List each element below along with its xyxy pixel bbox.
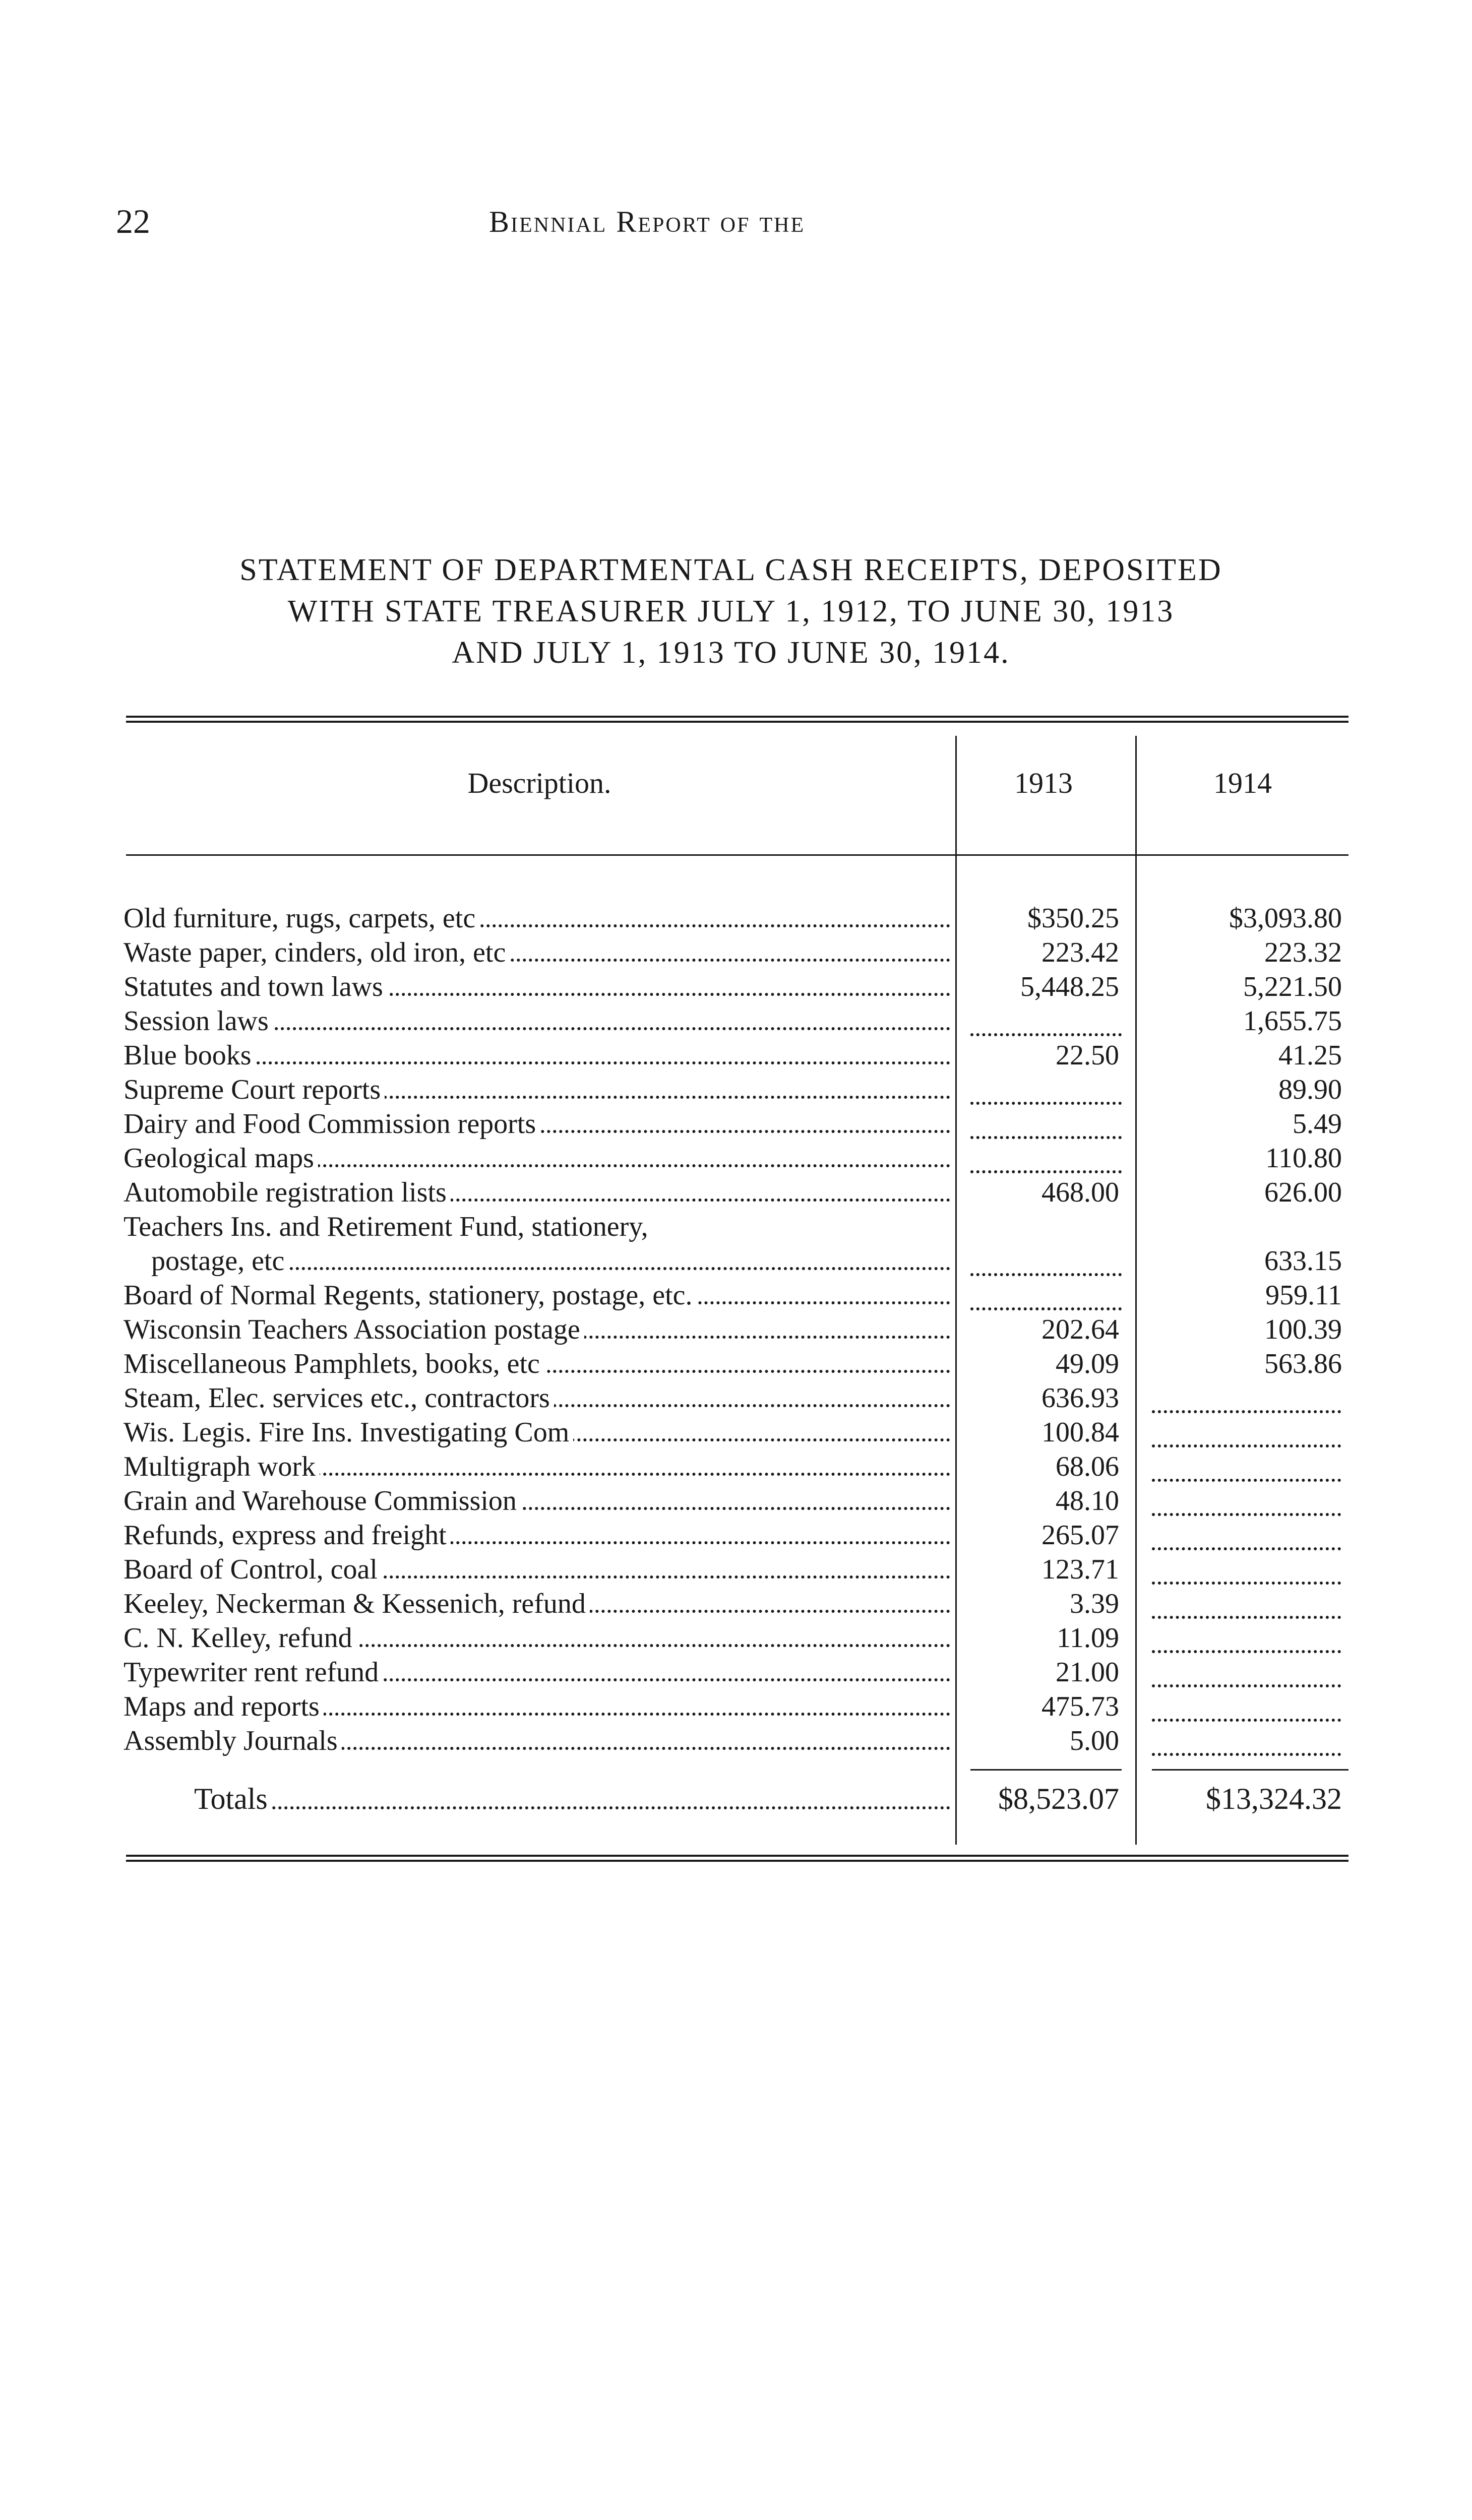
table-row <box>0 1622 1472 1656</box>
table-row <box>0 1690 1472 1725</box>
totals-label-cell <box>194 1782 950 1816</box>
table-row <box>0 971 1472 1005</box>
description-cell <box>124 1519 950 1551</box>
description-cell <box>124 1142 950 1174</box>
description-label: Teachers Ins. and Retirement Fund, stationery, <box>124 1211 652 1242</box>
description-label: Board of Control, coal <box>124 1554 382 1585</box>
value-1913: 68.06 <box>1056 1451 1119 1482</box>
totals-row <box>0 1782 1472 1817</box>
description-label: Miscellaneous Pamphlets, books, etc <box>124 1348 544 1379</box>
title-line-2: WITH STATE TREASURER JULY 1, 1912, TO JUNE 30, 1913 <box>287 594 1175 628</box>
totals-value-1914: $13,324.32 <box>1206 1782 1342 1815</box>
value-1913: 123.71 <box>1041 1554 1119 1585</box>
description-label: Session laws <box>124 1005 273 1037</box>
description-cell <box>124 1690 950 1723</box>
value-1914: 626.00 <box>1264 1177 1342 1208</box>
table-row <box>0 1451 1472 1485</box>
value-1914: 89.90 <box>1278 1074 1342 1105</box>
empty-cell-dot-leader <box>1152 1714 1341 1722</box>
value-1914: 5.49 <box>1293 1108 1342 1140</box>
empty-cell-dot-leader <box>1152 1508 1341 1516</box>
description-cell <box>124 1074 950 1106</box>
totals-rule-1914 <box>1152 1769 1348 1771</box>
description-label: Dairy and Food Commission reports <box>124 1108 540 1140</box>
table-row <box>0 1313 1472 1348</box>
table-row <box>0 1039 1472 1074</box>
title-line-1: STATEMENT OF DEPARTMENTAL CASH RECEIPTS, DEPOSITED <box>239 553 1222 587</box>
table-row <box>0 1176 1472 1211</box>
empty-cell-dot-leader <box>970 1268 1122 1276</box>
table-row <box>0 1588 1472 1622</box>
table-row <box>0 1142 1472 1176</box>
table-top-rule <box>126 716 1348 723</box>
description-cell <box>151 1245 950 1277</box>
empty-cell-dot-leader <box>1152 1474 1341 1482</box>
table-row <box>0 1519 1472 1553</box>
description-label: Grain and Warehouse Commission <box>124 1485 521 1517</box>
table-row <box>0 1245 1472 1279</box>
empty-cell-dot-leader <box>1152 1405 1341 1413</box>
table-row <box>0 936 1472 971</box>
table-bottom-rule <box>126 1855 1348 1862</box>
description-cell <box>124 1451 950 1483</box>
table-row <box>0 1348 1472 1382</box>
value-1914: 223.32 <box>1264 937 1342 968</box>
totals-rule-1913 <box>970 1769 1122 1771</box>
description-label: Assembly Journals <box>124 1725 342 1756</box>
value-1914: 1,655.75 <box>1243 1005 1342 1037</box>
table-row <box>0 1416 1472 1451</box>
column-header-description: Description. <box>467 767 611 799</box>
description-label: postage, etc <box>151 1245 288 1277</box>
value-1914: $3,093.80 <box>1229 903 1342 934</box>
description-cell <box>124 1176 950 1209</box>
table-row <box>0 1108 1472 1142</box>
description-cell <box>124 1348 950 1380</box>
value-1913: 5.00 <box>1070 1725 1119 1756</box>
description-cell <box>124 1725 950 1757</box>
empty-cell-dot-leader <box>1152 1679 1341 1687</box>
description-cell <box>124 1279 950 1311</box>
table-row <box>0 1656 1472 1690</box>
empty-cell-dot-leader <box>970 1165 1122 1173</box>
running-head: Biennial Report of the <box>489 205 806 238</box>
page-header <box>116 202 1346 262</box>
description-cell <box>124 1553 950 1586</box>
description-label: Wisconsin Teachers Association postage <box>124 1314 584 1345</box>
value-1914: 563.86 <box>1264 1348 1342 1379</box>
value-1913: 223.42 <box>1041 937 1119 968</box>
value-1913: 48.10 <box>1056 1485 1119 1517</box>
description-cell <box>124 1039 950 1072</box>
description-label: Keeley, Neckerman & Kessenich, refund <box>124 1588 590 1619</box>
empty-cell-dot-leader <box>970 1302 1122 1310</box>
description-label: C. N. Kelley, refund <box>124 1622 356 1654</box>
statement-title <box>116 549 1346 673</box>
table-row <box>0 1553 1472 1588</box>
value-1914: 959.11 <box>1265 1280 1342 1311</box>
value-1913: 100.84 <box>1041 1417 1119 1448</box>
empty-cell-dot-leader <box>1152 1645 1341 1653</box>
column-header-1913: 1913 <box>1014 767 1073 799</box>
description-cell <box>124 902 950 934</box>
table-row <box>0 1725 1472 1759</box>
value-1913: 21.00 <box>1056 1657 1119 1688</box>
description-cell <box>124 936 950 969</box>
table-row <box>0 1382 1472 1416</box>
value-1913: 475.73 <box>1041 1691 1119 1722</box>
description-label: Statutes and town laws <box>124 971 387 1002</box>
description-label: Blue books <box>124 1040 256 1071</box>
empty-cell-dot-leader <box>1152 1577 1341 1585</box>
page-number: 22 <box>116 202 150 240</box>
empty-cell-dot-leader <box>970 1131 1122 1139</box>
column-header-1914: 1914 <box>1213 767 1272 799</box>
value-1913: 49.09 <box>1056 1348 1119 1379</box>
value-1914: 5,221.50 <box>1243 971 1342 1002</box>
description-label: Steam, Elec. services etc., contractors <box>124 1382 554 1414</box>
dot-leader <box>194 1806 950 1809</box>
description-label: Supreme Court reports <box>124 1074 385 1105</box>
description-cell <box>124 1485 950 1517</box>
description-label: Waste paper, cinders, old iron, etc <box>124 937 510 968</box>
value-1913: $350.25 <box>1027 903 1119 934</box>
description-cell <box>124 971 950 1003</box>
table-row <box>0 1074 1472 1108</box>
totals-value-1913: $8,523.07 <box>998 1782 1119 1815</box>
empty-cell-dot-leader <box>970 1028 1122 1036</box>
empty-cell-dot-leader <box>1152 1611 1341 1619</box>
empty-cell-dot-leader <box>1152 1439 1341 1447</box>
totals-label: Totals <box>194 1782 272 1815</box>
value-1913: 636.93 <box>1041 1382 1119 1414</box>
description-label: Typewriter rent refund <box>124 1657 383 1688</box>
value-1913: 11.09 <box>1057 1622 1119 1654</box>
description-label: Board of Normal Regents, stationery, postage, etc. <box>124 1280 697 1311</box>
table-row <box>0 1279 1472 1313</box>
description-label: Multigraph work <box>124 1451 320 1482</box>
description-label: Old furniture, rugs, carpets, etc <box>124 903 479 934</box>
value-1913: 265.07 <box>1041 1520 1119 1551</box>
value-1914: 633.15 <box>1264 1245 1342 1277</box>
description-cell <box>124 1211 950 1243</box>
value-1914: 100.39 <box>1264 1314 1342 1345</box>
value-1914: 41.25 <box>1278 1040 1342 1071</box>
value-1914: 110.80 <box>1265 1143 1342 1174</box>
value-1913: 3.39 <box>1070 1588 1119 1619</box>
table-row <box>0 1211 1472 1245</box>
empty-cell-dot-leader <box>1152 1748 1341 1756</box>
empty-cell-dot-leader <box>1152 1542 1341 1550</box>
value-1913: 468.00 <box>1041 1177 1119 1208</box>
description-cell <box>124 1622 950 1654</box>
description-label: Maps and reports <box>124 1691 324 1722</box>
table-row <box>0 902 1472 936</box>
description-cell <box>124 1656 950 1688</box>
value-1913: 202.64 <box>1041 1314 1119 1345</box>
description-cell <box>124 1416 950 1448</box>
description-label: Geological maps <box>124 1143 318 1174</box>
description-label: Wis. Legis. Fire Ins. Investigating Com <box>124 1417 573 1448</box>
description-cell <box>124 1108 950 1140</box>
table-row <box>0 1005 1472 1039</box>
table-row <box>0 1485 1472 1519</box>
description-cell <box>124 1382 950 1414</box>
value-1913: 5,448.25 <box>1020 971 1119 1002</box>
title-line-3: AND JULY 1, 1913 TO JUNE 30, 1914. <box>452 636 1010 670</box>
description-label: Automobile registration lists <box>124 1177 451 1208</box>
description-cell <box>124 1313 950 1346</box>
empty-cell-dot-leader <box>970 1097 1122 1105</box>
value-1913: 22.50 <box>1056 1040 1119 1071</box>
header-underline-rule <box>126 854 1348 856</box>
description-label: Refunds, express and freight <box>124 1520 451 1551</box>
description-cell <box>124 1005 950 1037</box>
description-cell <box>124 1588 950 1620</box>
